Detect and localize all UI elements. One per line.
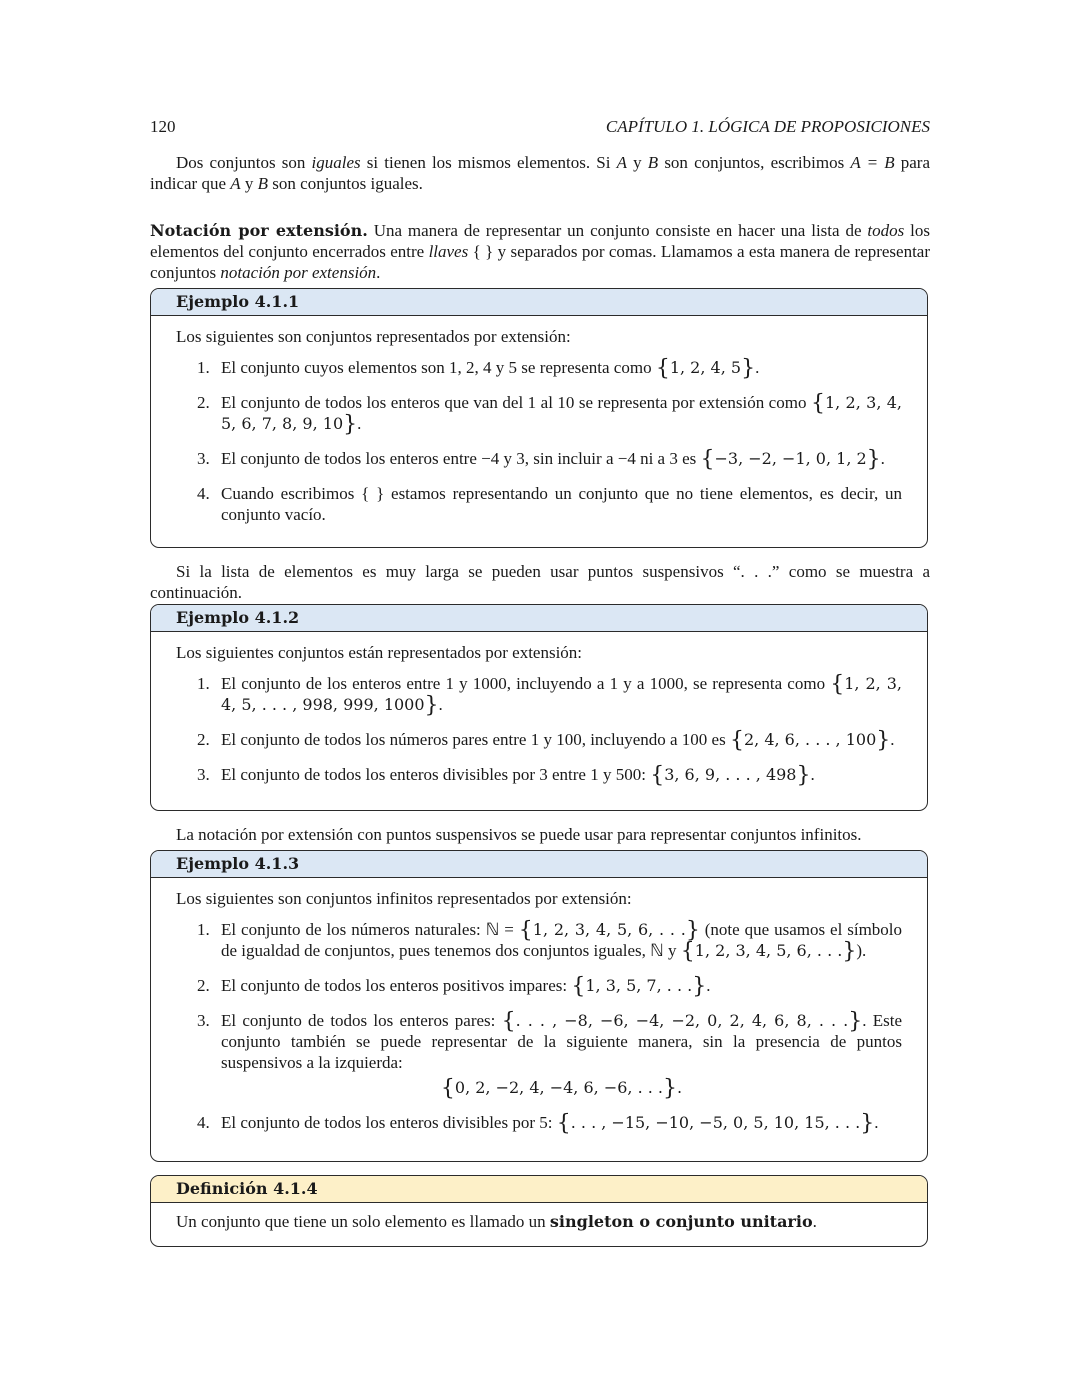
list-item: 1. El conjunto de los enteros entre 1 y 1000, incluyendo a 1 y a 1000, se representa como {1, 2, 3, 4, 5, . . . , 998, 999, 1000}. — [197, 672, 903, 718]
intro-paragraph — [150, 152, 930, 194]
item-text: El conjunto cuyos elementos son 1, 2, 4 y 5 se representa como — [221, 358, 656, 377]
list-item — [176, 483, 902, 525]
example-body — [151, 878, 927, 1136]
list-item: 1. El conjunto cuyos elementos son 1, 2, 4 y 5 se representa como {1, 2, 4, 5}. — [197, 356, 760, 381]
example-title: Ejemplo 4.1.3 — [151, 851, 927, 878]
example-title: Ejemplo 4.1.2 — [151, 605, 927, 632]
text: Un conjunto que tiene un solo elemento es llamado un — [176, 1212, 550, 1231]
math-var: A — [230, 174, 241, 193]
math-var: B — [257, 174, 269, 193]
set-expression: {1, 3, 5, 7, . . .} — [571, 974, 707, 999]
page-number: 120 — [150, 117, 176, 136]
item-text: Cuando escribimos { } estamos representando un conjunto que no tiene elementos, es decir, un conjunto vacío. — [221, 484, 902, 524]
text: { } y separados por comas. Llamamos a esta manera de representar conjuntos — [150, 242, 930, 282]
item-number: 2. — [197, 976, 210, 995]
transition-paragraph-2: La notación por extensión con puntos suspensivos se puede usar para representar conjuntos infinitos. — [176, 825, 862, 844]
text: los elementos del conjunto encerrados entre — [150, 221, 930, 261]
item-number: 1. — [197, 920, 210, 939]
set-expression: {1, 2, 4, 5} — [655, 356, 756, 381]
defined-term: singleton o conjunto unitario — [549, 1212, 813, 1231]
item-text: El conjunto de todos los números pares entre 1 y 100, incluyendo a 100 es — [221, 730, 730, 749]
display-set-expression: {0, 2, −2, 4, −4, 6, −6, . . .}. — [440, 1076, 683, 1101]
item-text: El conjunto de todos los enteros que van del 1 al 10 se representa por extensión como — [221, 393, 811, 412]
item-number: 1. — [197, 358, 210, 377]
text: . — [812, 1212, 817, 1231]
example-list — [176, 918, 903, 1136]
list-item: 3. El conjunto de todos los enteros pares: {. . . , −8, −6, −4, −2, 0, 2, 4, 6, 8, . . .}. Este conjunto también se puede representar de la siguiente manera, sin la presencia de puntos suspensivos a la izquierda: {0, 2, −2, 4, −4, 6, −6, . . .}. — [197, 1009, 902, 1101]
math-expr: A = B — [850, 153, 895, 172]
paragraph-heading: Notación por extensión. — [150, 221, 368, 240]
item-number: 3. — [197, 449, 210, 468]
text: Una manera de representar un conjunto consiste en hacer una lista de — [367, 221, 868, 240]
text: para indicar que — [150, 153, 930, 193]
item-text: El conjunto de todos los enteros entre −4 y 3, sin incluir a −4 ni a 3 es — [221, 449, 701, 468]
example-intro: Los siguientes conjuntos están representados por extensión: — [176, 643, 583, 662]
example-box-4-1-3 — [150, 850, 928, 1162]
emphasis: llaves — [428, 242, 469, 261]
item-number: 3. — [197, 1011, 210, 1030]
emphasis: iguales — [311, 153, 361, 172]
example-list — [176, 357, 902, 525]
example-box-4-1-2 — [150, 604, 928, 811]
set-expression: {1, 2, 3, 4, 5, . . . , 998, 999, 1000} — [221, 672, 903, 718]
text: son conjuntos iguales. — [268, 174, 423, 193]
item-number: 2. — [197, 393, 210, 412]
item-text: El conjunto de todos los enteros divisibles por 5: — [221, 1113, 557, 1132]
running-head — [150, 117, 930, 139]
set-expression: {1, 2, 3, 4, 5, 6, . . .} — [518, 918, 700, 943]
definition-title: Definición 4.1.4 — [151, 1176, 927, 1203]
set-expression: {2, 4, 6, . . . , 100} — [729, 728, 891, 753]
item-number: 4. — [197, 484, 210, 503]
item-number: 2. — [197, 730, 210, 749]
text: son conjuntos, escribimos — [658, 153, 851, 172]
set-expression: {1, 2, 3, 4, 5, 6, . . .} — [680, 939, 857, 964]
item-text: El conjunto de los números naturales: ℕ = — [221, 920, 519, 939]
example-box-4-1-1 — [150, 288, 928, 548]
set-expression: {−3, −2, −1, 0, 1, 2} — [700, 447, 881, 472]
set-expression: {3, 6, 9, . . . , 498} — [650, 763, 811, 788]
text: y — [627, 153, 648, 172]
example-title: Ejemplo 4.1.1 — [151, 289, 927, 316]
emphasis: notación por extensión — [220, 263, 377, 282]
item-text: El conjunto de los enteros entre 1 y 1000, incluyendo a 1 y a 1000, se representa como — [221, 674, 831, 693]
item-text: El conjunto de todos los enteros positivos impares: — [221, 976, 572, 995]
set-expression: {. . . , −8, −6, −4, −2, 0, 2, 4, 6, 8, . . .} — [501, 1009, 863, 1034]
set-expression: {. . . , −15, −10, −5, 0, 5, 10, 15, . . .} — [556, 1111, 875, 1136]
example-body — [151, 632, 927, 788]
transition-paragraph-1: Si la lista de elementos es muy larga se pueden usar puntos suspensivos “. . .” como se muestra a continuación. — [150, 562, 930, 602]
text: Dos conjuntos son — [176, 153, 312, 172]
example-body — [151, 316, 927, 525]
math-var: B — [647, 153, 659, 172]
list-item: 2. El conjunto de todos los enteros positivos impares: {1, 3, 5, 7, . . .}. — [197, 974, 711, 999]
set-expression: {1, 2, 3, 4, 5, 6, 7, 8, 9, 10} — [221, 391, 902, 437]
example-intro: Los siguientes son conjuntos representados por extensión: — [176, 327, 571, 346]
item-text: El conjunto de todos los enteros pares: — [221, 1011, 502, 1030]
list-item: 1. El conjunto de los números naturales: ℕ = {1, 2, 3, 4, 5, 6, . . .} (note que usamos el símbolo de igualdad de conjuntos, pues tenemos dos conjuntos iguales, ℕ y {1, 2, 3, 4, 5, 6, . . .}). — [197, 918, 903, 964]
list-item: 3. El conjunto de todos los enteros divisibles por 3 entre 1 y 500: {3, 6, 9, . . . , 498}. — [197, 763, 815, 788]
chapter-title: CAPÍTULO 1. LÓGICA DE PROPOSICIONES — [605, 117, 930, 136]
item-number: 4. — [197, 1113, 210, 1132]
item-number: 3. — [197, 765, 210, 784]
example-intro: Los siguientes son conjuntos infinitos representados por extensión: — [176, 889, 632, 908]
text: . — [376, 263, 381, 282]
item-number: 1. — [197, 674, 210, 693]
definition-body — [151, 1203, 927, 1232]
list-item: 4. El conjunto de todos los enteros divisibles por 5: {. . . , −15, −10, −5, 0, 5, 10, 15, . . .}. — [197, 1111, 879, 1136]
text: y — [240, 174, 258, 193]
list-item: 3. El conjunto de todos los enteros entre −4 y 3, sin incluir a −4 ni a 3 es {−3, −2, −1, 0, 1, 2}. — [197, 447, 885, 472]
list-item: 2. El conjunto de todos los números pares entre 1 y 100, incluyendo a 100 es {2, 4, 6, . . . , 100}. — [197, 728, 895, 753]
math-var: A — [616, 153, 627, 172]
text: si tienen los mismos elementos. Si — [360, 153, 617, 172]
definition-box-4-1-4 — [150, 1175, 928, 1247]
item-text: El conjunto de todos los enteros divisibles por 3 entre 1 y 500: — [221, 765, 651, 784]
notation-paragraph — [150, 220, 930, 283]
example-list — [176, 672, 903, 788]
list-item: 2. El conjunto de todos los enteros que van del 1 al 10 se representa por extensión como {1, 2, 3, 4, 5, 6, 7, 8, 9, 10}. — [197, 391, 902, 437]
emphasis: todos — [867, 221, 905, 240]
